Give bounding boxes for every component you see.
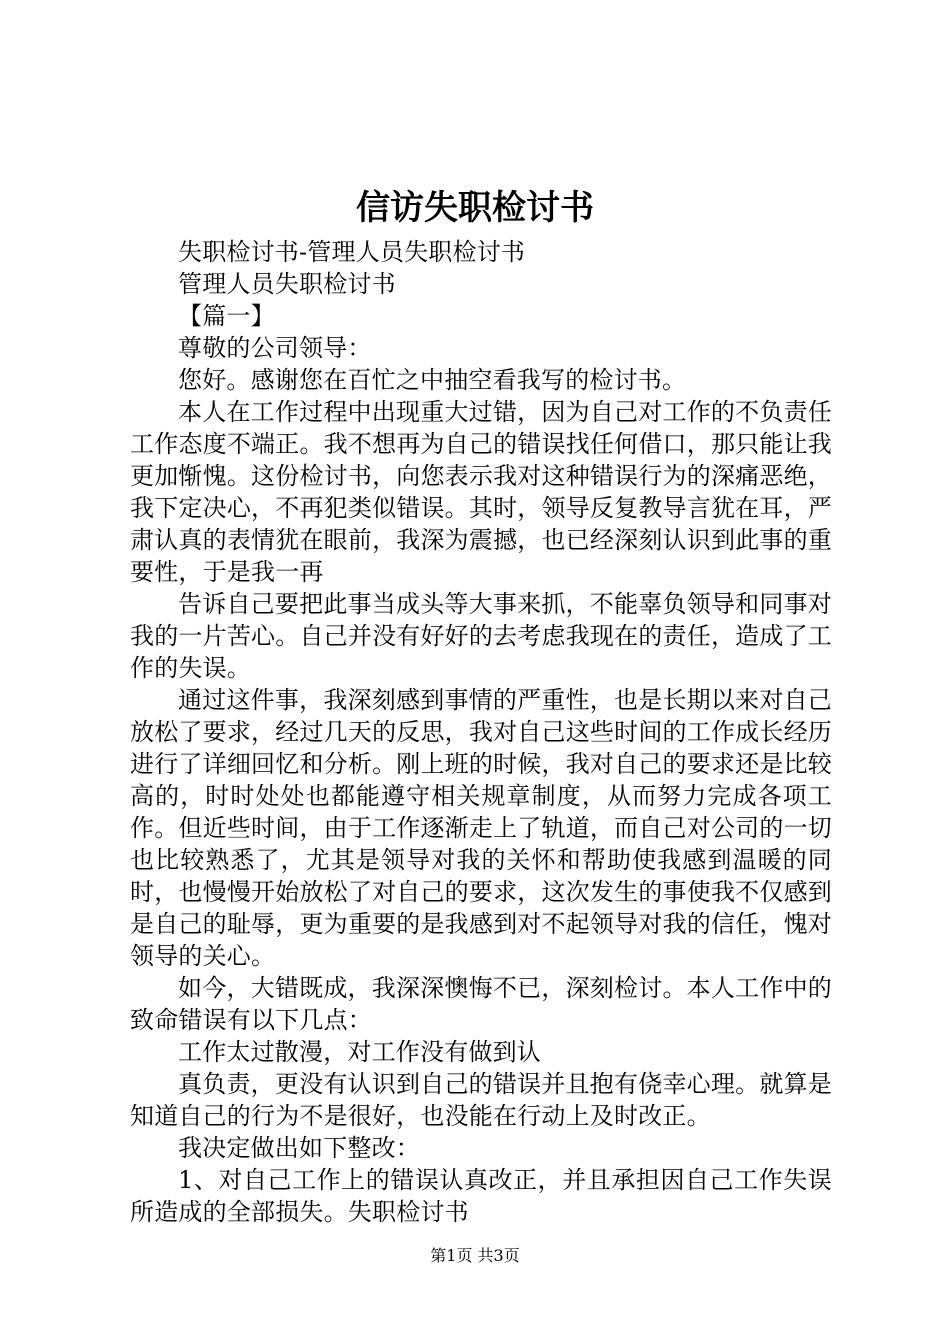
- paragraph: 尊敬的公司领导：: [178, 334, 372, 362]
- paragraph: 工作太过散漫，对工作没有做到认: [178, 1038, 541, 1066]
- paragraph: 真负责，更没有认识到自己的错误并且抱有侥幸心理。就算是知道自己的行为不是很好，也没能在行动上及时改正。: [130, 1070, 832, 1130]
- paragraph: 您好。感谢您在百忙之中抽空看我写的检讨书。: [178, 366, 687, 394]
- paragraph: 我决定做出如下整改：: [178, 1134, 420, 1162]
- page-indicator: 第1页 共3页: [430, 1246, 520, 1265]
- paragraph: 1、对自己工作上的错误认真改正，并且承担因自己工作失误所造成的全部损失。失职检讨书: [130, 1166, 832, 1226]
- document-body: [130, 236, 832, 1228]
- paragraph: 本人在工作过程中出现重大过错，因为自己对工作的不负责任工作态度不端正。我不想再为自己的错误找任何借口，那只能让我更加惭愧。这份检讨书，向您表示我对这种错误行为的深痛恶绝，我下定决心，不再犯类似错误。其时，领导反复教导言犹在耳，严肃认真的表情犹在眼前，我深为震撼，也已经深刻认识到此事的重要性，于是我一再: [130, 398, 832, 586]
- paragraph: 通过这件事，我深刻感到事情的严重性，也是长期以来对自己放松了要求，经过几天的反思，我对自己这些时间的工作成长经历进行了详细回忆和分析。刚上班的时候，我对自己的要求还是比较高的，时时处处也都能遵守相关规章制度，从而努力完成各项工作。但近些时间，由于工作逐渐走上了轨道，而自己对公司的一切也比较熟悉了，尤其是领导对我的关怀和帮助使我感到温暖的同时，也慢慢开始放松了对自己的要求，这次发生的事使我不仅感到是自己的耻辱，更为重要的是我感到对不起领导对我的信任，愧对领导的关心。: [130, 686, 832, 970]
- document-title: 信访失职检讨书: [356, 188, 594, 228]
- paragraph: 【篇一】: [178, 302, 275, 330]
- paragraph: 失职检讨书-管理人员失职检讨书: [178, 238, 526, 266]
- paragraph: 管理人员失职检讨书: [178, 270, 396, 298]
- paragraph: 告诉自己要把此事当成头等大事来抓，不能辜负领导和同事对我的一片苦心。自己并没有好好的去考虑我现在的责任，造成了工作的失误。: [130, 590, 832, 682]
- paragraph: 如今，大错既成，我深深懊悔不已，深刻检讨。本人工作中的致命错误有以下几点：: [130, 974, 832, 1034]
